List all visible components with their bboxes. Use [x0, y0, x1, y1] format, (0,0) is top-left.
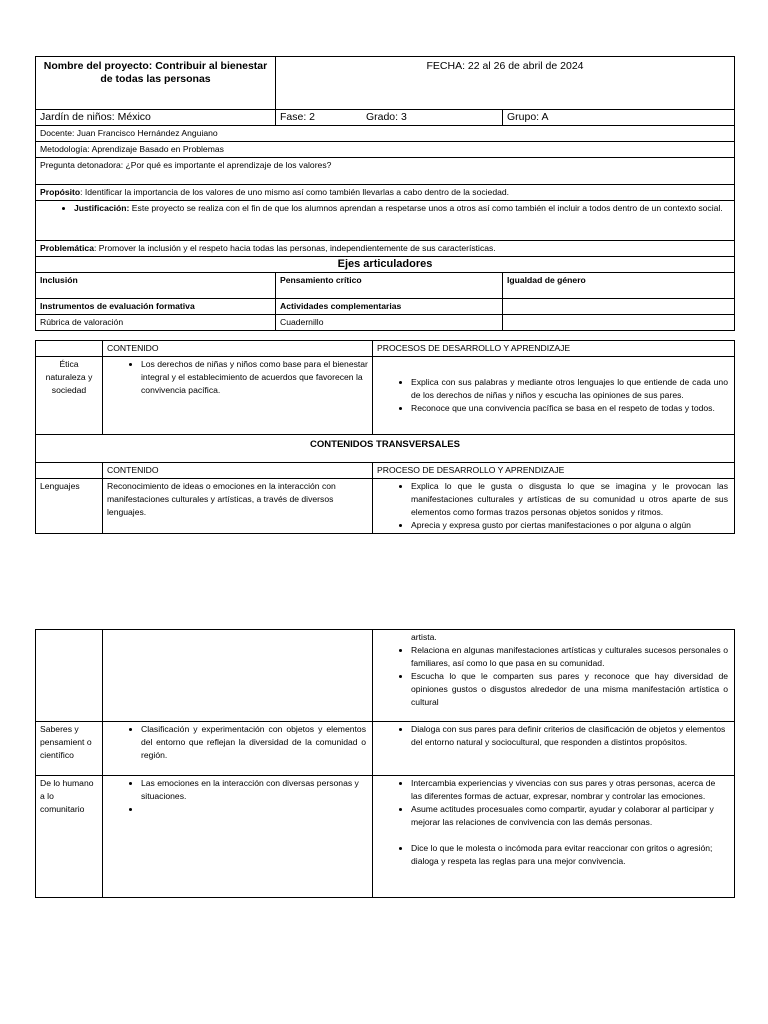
continuation-table: [35, 629, 735, 898]
campo-saberes: Saberes y pensamient o científico: [36, 722, 103, 776]
justificacion-text: Este proyecto se realiza con el fin de que los alumnos aprendan a respetarse unos a otros así como también el incluir a todos dentro de un contexto social.: [129, 203, 723, 213]
project-name: Contribuir al bienestar de todas las personas: [100, 60, 268, 85]
list-item: • Aprecia y expresa gusto por ciertas manifestaciones o por alguna o algún: [411, 519, 728, 532]
continued-text: artista.: [411, 632, 437, 642]
actividad-value: Cuadernillo: [276, 315, 503, 331]
pregunta-cell: Pregunta detonadora: ¿Por qué es importante el aprendizaje de los valores?: [36, 158, 735, 185]
humano-contenido-list: [107, 777, 368, 816]
problematica-cell: [36, 241, 735, 257]
lenguajes-contenido: Reconocimiento de ideas o emociones en la interacción con manifestaciones culturales y artísticas, a través de diversos lenguajes.: [103, 479, 373, 534]
docente-cell: Docente: Juan Francisco Hernández Anguiano: [36, 126, 735, 142]
instrumentos-label: Instrumentos de evaluación formativa: [36, 299, 276, 315]
campo-humano: De lo humano a lo comunitario: [36, 776, 103, 898]
etica-contenido-list: [107, 358, 368, 397]
lenguajes-continuation-cell: [373, 630, 735, 722]
date-value: 22 al 26 de abril de 2024: [467, 60, 584, 72]
list-item: • Explica con sus palabras y mediante otros lenguajes lo que entiende de cada uno de los derechos de niñas y niños y escucha las opiniones de sus pares.: [411, 376, 728, 402]
humano-contenido-cell: [103, 776, 373, 898]
etica-procesos-list: [377, 376, 728, 415]
saberes-contenido-cell: [103, 722, 373, 776]
list-item: • Las emociones en la interacción con diversas personas y situaciones.: [141, 777, 368, 803]
problematica-label: Problemática: [40, 243, 94, 253]
list-item-empty: [141, 803, 368, 816]
saberes-procesos-list: [377, 723, 728, 749]
list-item: • Explica lo que le gusta o disgusta lo que se imagina y le provocan las manifestaciones culturales y artísticas de su comunidad u otros aparte de sus elementos como formas trazos personas objetos sonidos y ritmos.: [411, 480, 728, 519]
metodologia-cell: Metodología: Aprendizaje Basado en Problemas: [36, 142, 735, 158]
list-item: • Clasificación y experimentación con objetos y elementos del entorno que reflejan la diversidad de la comunidad o región.: [141, 723, 366, 762]
empty-cell: [36, 341, 103, 357]
empty-cell: [36, 463, 103, 479]
contenido-header-2: CONTENIDO: [103, 463, 373, 479]
eje-inclusion: Inclusión: [36, 273, 276, 299]
proposito-cell: [36, 185, 735, 201]
actividades-label: Actividades complementarias: [276, 299, 503, 315]
grupo-cell: Grupo: A: [503, 110, 735, 126]
transversales-title: CONTENIDOS TRANSVERSALES: [36, 435, 735, 463]
fase-grado-cell: [276, 110, 503, 126]
list-item: • Los derechos de niñas y niños como base para el bienestar integral y el establecimiento de acuerdos que favorecen la convivencia pacífica.: [141, 358, 368, 397]
date-label: FECHA:: [426, 60, 465, 72]
kinder-cell: Jardín de niños: México: [36, 110, 276, 126]
list-item: • Asume actitudes procesuales como compartir, ayudar y colaborar al participar y mejorar las relaciones de convivencia con las demás personas.: [411, 803, 728, 829]
list-item: • Intercambia experiencias y vivencias con sus pares y otras personas, acerca de las diferentes formas de actuar, expresar, nombrar y controlar las emociones.: [411, 777, 728, 803]
empty-cell: [503, 315, 735, 331]
contents-table: [35, 340, 735, 534]
ejes-title: Ejes articuladores: [36, 257, 735, 273]
justificacion-item: [74, 202, 730, 215]
empty-cell: [503, 299, 735, 315]
empty-cell: [103, 630, 373, 722]
procesos-header: PROCESOS DE DESARROLLO Y APRENDIZAJE: [373, 341, 735, 357]
project-label: Nombre del proyecto:: [43, 60, 153, 72]
fase-value: Fase: 2: [280, 111, 316, 123]
lenguajes-procesos-cell: [373, 479, 735, 534]
project-name-cell: [36, 57, 276, 110]
lenguajes-procesos-list: [377, 480, 728, 532]
list-item: • Reconoce que una convivencia pacífica se basa en el respeto de todas y todos.: [411, 402, 728, 415]
proposito-text: : Identificar la importancia de los valores de uno mismo así como también llevarlas a cabo dentro de la sociedad.: [80, 187, 510, 197]
campo-etica: Ética naturaleza y sociedad: [36, 357, 103, 435]
etica-procesos-cell: [373, 357, 735, 435]
eje-pensamiento-critico: Pensamiento crítico: [276, 273, 503, 299]
project-header-table: [35, 56, 735, 331]
empty-cell: [36, 630, 103, 722]
list-item: • Relaciona en algunas manifestaciones artísticas y culturales sucesos personales o familiares, así como lo que pasa en su comunidad.: [411, 644, 728, 670]
instrumento-value: Rúbrica de valoración: [36, 315, 276, 331]
grado-value: Grado: 3: [365, 111, 407, 123]
humano-procesos-cell: [373, 776, 735, 898]
etica-contenido-cell: [103, 357, 373, 435]
justificacion-cell: [36, 201, 735, 241]
problematica-text: : Promover la inclusión y el respeto hacia todas las personas, independientemente de sus características.: [93, 243, 496, 253]
saberes-procesos-cell: [373, 722, 735, 776]
justificacion-label: Justificación:: [74, 203, 130, 213]
list-item: • Dialoga con sus pares para definir criterios de clasificación de objetos y elementos del entorno natural y sociocultural, que responden a distintos propósitos.: [411, 723, 728, 749]
date-cell: [276, 57, 735, 110]
eje-igualdad-genero: Igualdad de género: [503, 273, 735, 299]
humano-procesos-list: [377, 777, 728, 868]
list-item: • Dice lo que le molesta o incómoda para evitar reaccionar con gritos o agresión; dialoga y respeta las reglas para una mejor convivencia.: [411, 842, 728, 868]
saberes-contenido-list: [107, 723, 366, 762]
lenguajes-more-list: [377, 644, 728, 709]
contenido-header: CONTENIDO: [103, 341, 373, 357]
campo-lenguajes: Lenguajes: [36, 479, 103, 534]
proposito-label: Propósito: [40, 187, 81, 197]
proceso-header-2: PROCESO DE DESARROLLO Y APRENDIZAJE: [373, 463, 735, 479]
list-item: • Escucha lo que le comparten sus pares y reconoce que hay diversidad de opiniones gustos o disgustos alrededor de una misma manifestación artística o cultural: [411, 670, 728, 709]
